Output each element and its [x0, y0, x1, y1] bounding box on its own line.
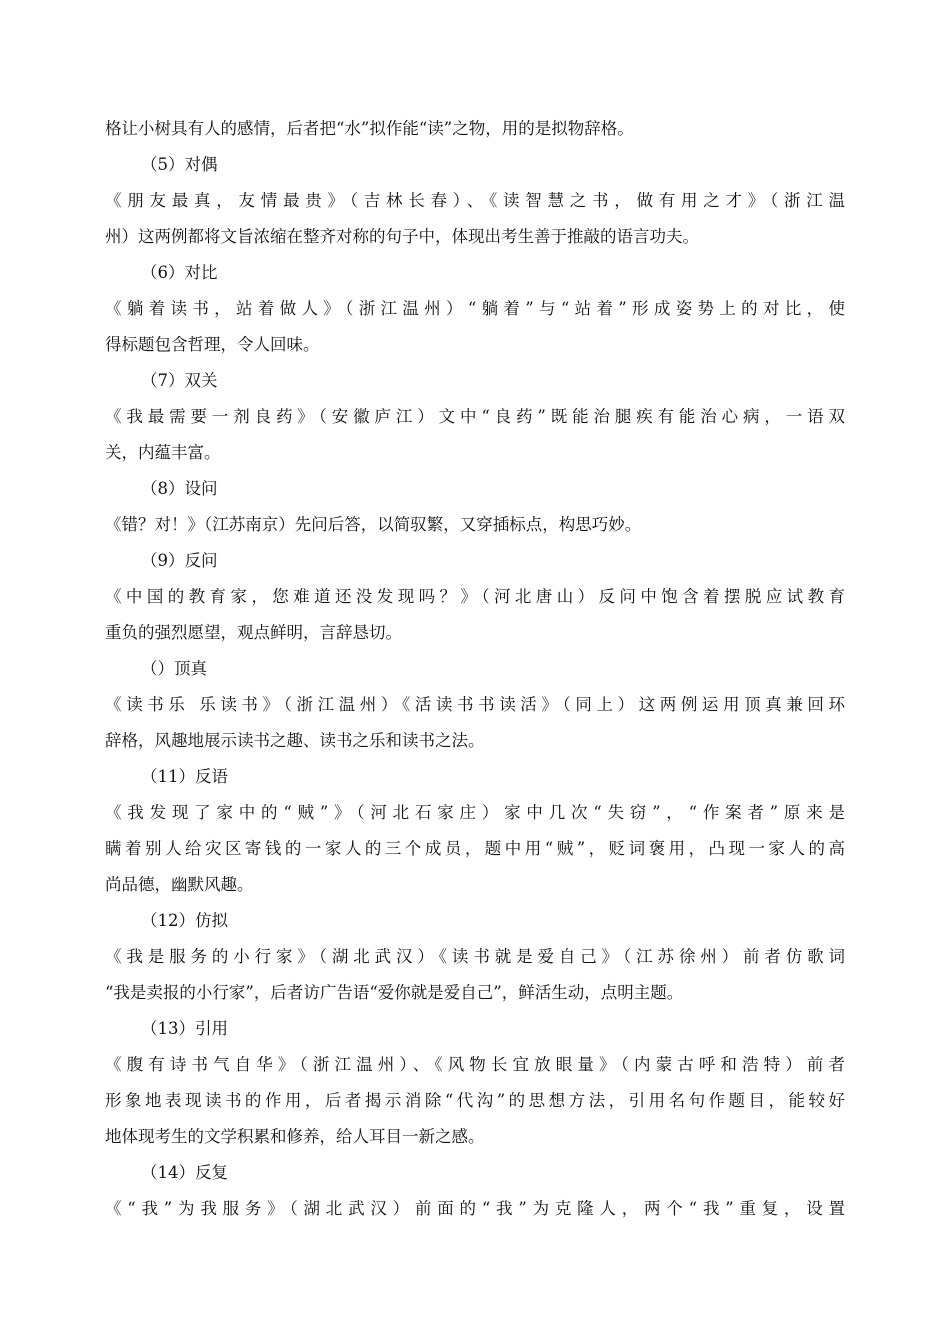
- paragraph-line: 州）这两例都将文旨浓缩在整齐对称的句子中，体现出考生善于推敲的语言功夫。: [105, 227, 699, 246]
- paragraph-line: 《我是服务的小行家》（湖北武汉）《读书就是爱自己》（江苏徐州）前者仿歌词: [105, 947, 845, 966]
- section-heading-fanwen: （9）反问: [141, 551, 218, 570]
- section-heading-fanyu: （11）反语: [141, 767, 228, 786]
- paragraph-line: 《错？对！》（江苏南京）先问后答，以简驭繁，又穿插标点，构思巧妙。: [105, 515, 642, 534]
- paragraph-line: 《腹有诗书气自华》（浙江温州）、《风物长宜放眼量》（内蒙古呼和浩特）前者: [105, 1055, 845, 1074]
- paragraph-line: 《“我”为我服务》（湖北武汉）前面的“我”为克隆人，两个“我”重复，设置: [105, 1199, 845, 1218]
- paragraph-line: 重负的强烈愿望，观点鲜明，言辞恳切。: [105, 623, 402, 642]
- paragraph-line: 瞒着别人给灾区寄钱的一家人的三个成员，题中用“贼”，贬词褒用，凸现一家人的高: [105, 839, 845, 858]
- paragraph-line: 《我最需要一剂良药》（安徽庐江）文中“良药”既能治腿疾有能治心病，一语双: [105, 407, 845, 426]
- document-body: [105, 111, 845, 1227]
- paragraph-line: “我是卖报的小行家”，后者访广告语“爱你就是爱自己”，鲜活生动，点明主题。: [105, 983, 684, 1002]
- section-heading-yinyong: （13）引用: [141, 1019, 228, 1038]
- section-heading-fangni: （12）仿拟: [141, 911, 228, 930]
- section-heading-duiou: （5）对偶: [141, 155, 218, 174]
- section-heading-shuangguan: （7）双关: [141, 371, 218, 390]
- paragraph-line: 尚品德，幽默风趣。: [105, 875, 254, 894]
- paragraph-line: 关，内蕴丰富。: [105, 443, 221, 462]
- paragraph-line: 《朋友最真，友情最贵》（吉林长春）、《读智慧之书，做有用之才》（浙江温: [105, 191, 845, 210]
- paragraph-line: 形象地表现读书的作用，后者揭示消除“代沟”的思想方法，引用名句作题目，能较好: [105, 1091, 845, 1110]
- section-heading-fanfu: （14）反复: [141, 1163, 228, 1182]
- paragraph-line: 辞格，风趣地展示读书之趣、读书之乐和读书之法。: [105, 731, 485, 750]
- section-heading-shewen: （8）设问: [141, 479, 218, 498]
- paragraph-line: 格让小树具有人的感情，后者把“水”拟作能“读”之物，用的是拟物辞格。: [105, 119, 634, 138]
- paragraph-line: 得标题包含哲理，令人回味。: [105, 335, 320, 354]
- paragraph-line: 《躺着读书，站着做人》（浙江温州）“躺着”与“站着”形成姿势上的对比，使: [105, 299, 845, 318]
- paragraph-line: 《读书乐 乐读书》（浙江温州）《活读书书读活》（同上）这两例运用顶真兼回环: [105, 695, 845, 714]
- paragraph-line: 《我发现了家中的“贼”》（河北石家庄）家中几次“失窃”，“作案者”原来是: [105, 803, 845, 822]
- paragraph-line: 《中国的教育家，您难道还没发现吗？》（河北唐山）反问中饱含着摆脱应试教育: [105, 587, 845, 606]
- section-heading-dingzhen: （）顶真: [141, 659, 207, 678]
- paragraph-line: 地体现考生的文学积累和修养，给人耳目一新之感。: [105, 1127, 485, 1146]
- section-heading-duibi: （6）对比: [141, 263, 218, 282]
